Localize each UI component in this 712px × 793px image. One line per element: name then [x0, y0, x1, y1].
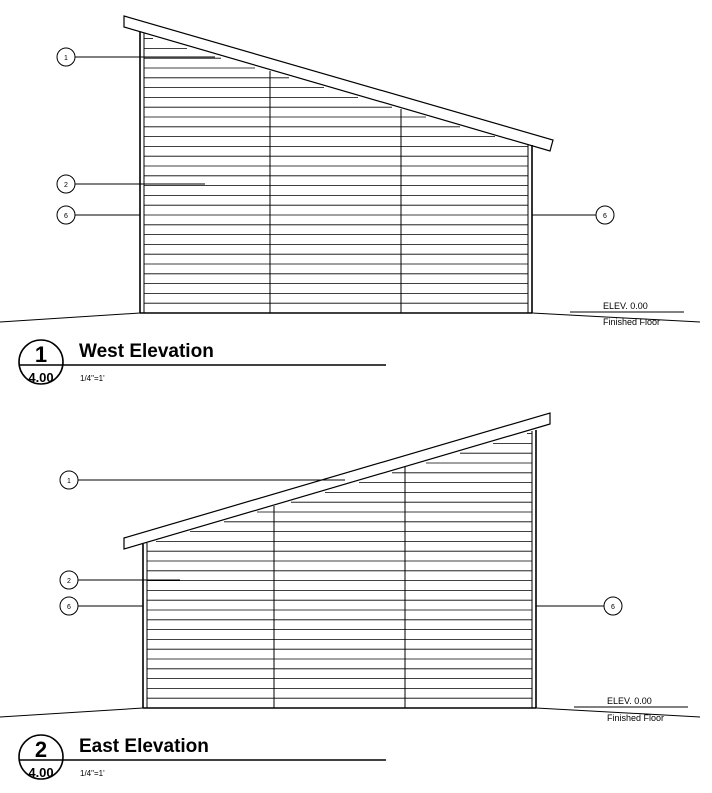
callout-number: 6 — [603, 213, 607, 220]
east-callout-6-right — [536, 597, 622, 615]
callout-number: 2 — [67, 578, 71, 585]
drawing-scale: 1/4"=1' — [80, 374, 105, 383]
callout-number: 1 — [64, 55, 68, 62]
callout-number: 6 — [64, 213, 68, 220]
callout-number: 2 — [64, 182, 68, 189]
west-title-block — [19, 340, 386, 385]
east-callout-2 — [60, 571, 180, 589]
floor-label: Finished Floor — [603, 317, 661, 327]
east-ground-line — [0, 708, 700, 717]
drawing-title: West Elevation — [79, 341, 214, 362]
east-title-block — [19, 735, 386, 780]
elev-label: ELEV. 0.00 — [603, 301, 648, 311]
callout-number: 1 — [67, 478, 71, 485]
callout-number: 6 — [67, 604, 71, 611]
west-elevation — [0, 16, 700, 385]
west-callout-2 — [57, 175, 205, 193]
west-callout-6-right — [532, 206, 614, 224]
west-callout-6-left — [57, 206, 140, 224]
floor-label: Finished Floor — [607, 713, 665, 723]
east-callout-6-left — [60, 597, 143, 615]
drawing-number: 1 — [34, 342, 48, 367]
west-ground-line — [0, 313, 700, 322]
east-panel-dividers — [274, 467, 405, 708]
drawing-scale: 1/4"=1' — [80, 769, 105, 778]
east-siding-lines — [147, 434, 532, 699]
elev-label: ELEV. 0.00 — [607, 696, 652, 706]
drawing-number: 2 — [34, 737, 48, 762]
sheet-number: 4.00 — [28, 370, 54, 385]
east-roof — [124, 413, 550, 549]
west-elev-marker — [570, 301, 684, 327]
east-walls — [143, 430, 536, 708]
sheet-number: 4.00 — [28, 765, 54, 780]
west-walls — [140, 32, 532, 313]
west-callout-1 — [57, 48, 215, 66]
west-siding-lines — [144, 39, 528, 304]
west-roof — [124, 16, 553, 151]
east-elevation — [0, 413, 700, 780]
east-elev-marker — [574, 696, 688, 723]
callout-number: 6 — [611, 604, 615, 611]
drawing-title: East Elevation — [79, 736, 209, 757]
